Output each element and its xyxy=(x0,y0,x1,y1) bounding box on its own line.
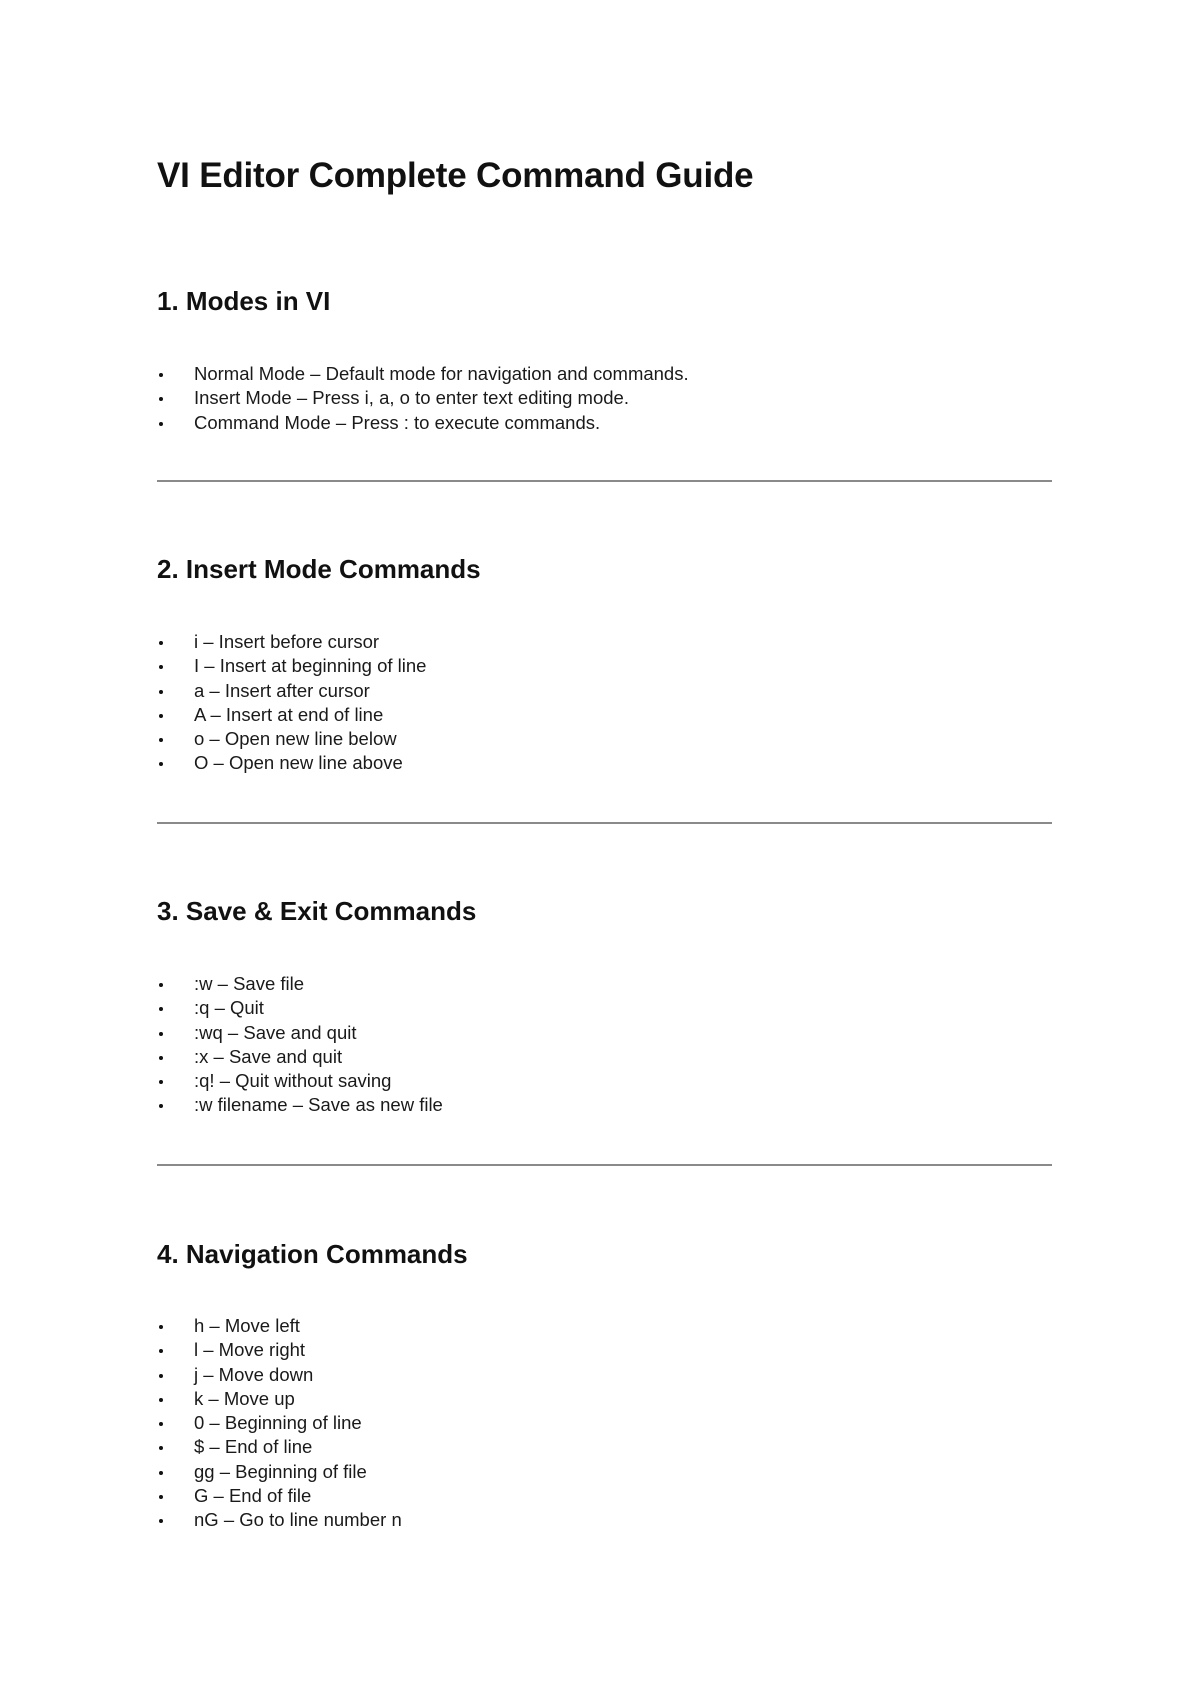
command-list xyxy=(157,630,426,776)
bullet-icon xyxy=(159,1104,163,1108)
list-item xyxy=(157,386,689,410)
section-navigation xyxy=(157,1239,1052,1531)
bullet-icon xyxy=(159,373,163,377)
list-item xyxy=(157,703,426,727)
bullet-icon xyxy=(159,1422,163,1426)
section-divider xyxy=(157,822,1052,824)
list-item-text: :x – Save and quit xyxy=(194,1045,343,1067)
list-item xyxy=(157,1045,443,1069)
list-item-text: Insert Mode – Press i, a, o to enter text editing mode. xyxy=(194,387,629,409)
list-item-text: Command Mode – Press : to execute commands. xyxy=(194,411,601,433)
list-item xyxy=(157,1460,402,1484)
section-heading: 2. Insert Mode Commands xyxy=(157,554,481,584)
list-item xyxy=(157,1021,443,1045)
list-item-text: gg – Beginning of file xyxy=(194,1460,367,1482)
list-item-text: i – Insert before cursor xyxy=(194,631,380,652)
list-item xyxy=(157,654,426,678)
bullet-icon xyxy=(159,1471,163,1475)
list-item xyxy=(157,1093,443,1117)
list-item xyxy=(157,1484,402,1508)
section-divider xyxy=(157,480,1052,482)
section-divider xyxy=(157,1164,1052,1166)
bullet-icon xyxy=(159,714,163,718)
list-item-text: j – Move down xyxy=(194,1363,314,1385)
bullet-icon xyxy=(159,1495,163,1499)
list-item-text: nG – Go to line number n xyxy=(194,1509,402,1531)
list-item-text: :wq – Save and quit xyxy=(194,1021,357,1043)
list-item xyxy=(157,679,426,703)
list-item-text: A – Insert at end of line xyxy=(194,703,384,725)
bullet-icon xyxy=(159,1349,163,1353)
list-item xyxy=(157,1069,443,1093)
list-item-text: l – Move right xyxy=(194,1339,306,1361)
section-heading: 1. Modes in VI xyxy=(157,286,331,316)
list-item xyxy=(157,727,426,751)
section-modes xyxy=(157,286,1052,433)
bullet-icon xyxy=(159,1374,163,1378)
section-heading: 4. Navigation Commands xyxy=(157,1239,468,1269)
bullet-icon xyxy=(159,1446,163,1450)
bullet-icon xyxy=(159,1398,163,1402)
list-item-text: k – Move up xyxy=(194,1387,295,1409)
bullet-icon xyxy=(159,1325,163,1329)
list-item xyxy=(157,1508,402,1532)
list-item-text: :q – Quit xyxy=(194,997,264,1019)
list-item-text: $ – End of line xyxy=(194,1436,313,1458)
section-save-exit xyxy=(157,896,1052,1116)
bullet-icon xyxy=(159,422,163,426)
bullet-icon xyxy=(159,397,163,401)
bullet-icon xyxy=(159,1080,163,1084)
list-item-text: :w – Save file xyxy=(194,973,305,994)
bullet-icon xyxy=(159,762,163,766)
list-item xyxy=(157,1363,402,1387)
bullet-icon xyxy=(159,1032,163,1036)
list-item xyxy=(157,1338,402,1362)
list-item-text: O – Open new line above xyxy=(194,752,403,774)
list-item-text: :q! – Quit without saving xyxy=(194,1070,392,1092)
command-list xyxy=(157,1314,402,1533)
list-item xyxy=(157,630,426,654)
list-item-text: G – End of file xyxy=(194,1485,312,1507)
bullet-icon xyxy=(159,665,163,669)
bullet-icon xyxy=(159,983,163,987)
list-item xyxy=(157,411,689,435)
list-item-text: Normal Mode – Default mode for navigation and commands. xyxy=(194,363,689,384)
list-item xyxy=(157,972,443,996)
section-heading: 3. Save & Exit Commands xyxy=(157,896,477,926)
list-item xyxy=(157,362,689,386)
list-item-text: h – Move left xyxy=(194,1315,300,1336)
list-item xyxy=(157,1411,402,1435)
list-item xyxy=(157,1387,402,1411)
list-item xyxy=(157,1314,402,1338)
section-insert-mode xyxy=(157,554,1052,774)
command-list xyxy=(157,972,443,1118)
list-item-text: :w filename – Save as new file xyxy=(194,1094,443,1116)
list-item-text: I – Insert at beginning of line xyxy=(194,655,427,677)
list-item xyxy=(157,996,443,1020)
bullet-icon xyxy=(159,1007,163,1011)
bullet-icon xyxy=(159,1056,163,1060)
list-item xyxy=(157,751,426,775)
bullet-icon xyxy=(159,1519,163,1523)
command-list xyxy=(157,362,689,435)
bullet-icon xyxy=(159,641,163,645)
list-item xyxy=(157,1435,402,1459)
bullet-icon xyxy=(159,738,163,742)
list-item-text: o – Open new line below xyxy=(194,728,397,750)
bullet-icon xyxy=(159,690,163,694)
list-item-text: a – Insert after cursor xyxy=(194,679,370,701)
document-title: VI Editor Complete Command Guide xyxy=(157,156,754,195)
list-item-text: 0 – Beginning of line xyxy=(194,1412,362,1434)
